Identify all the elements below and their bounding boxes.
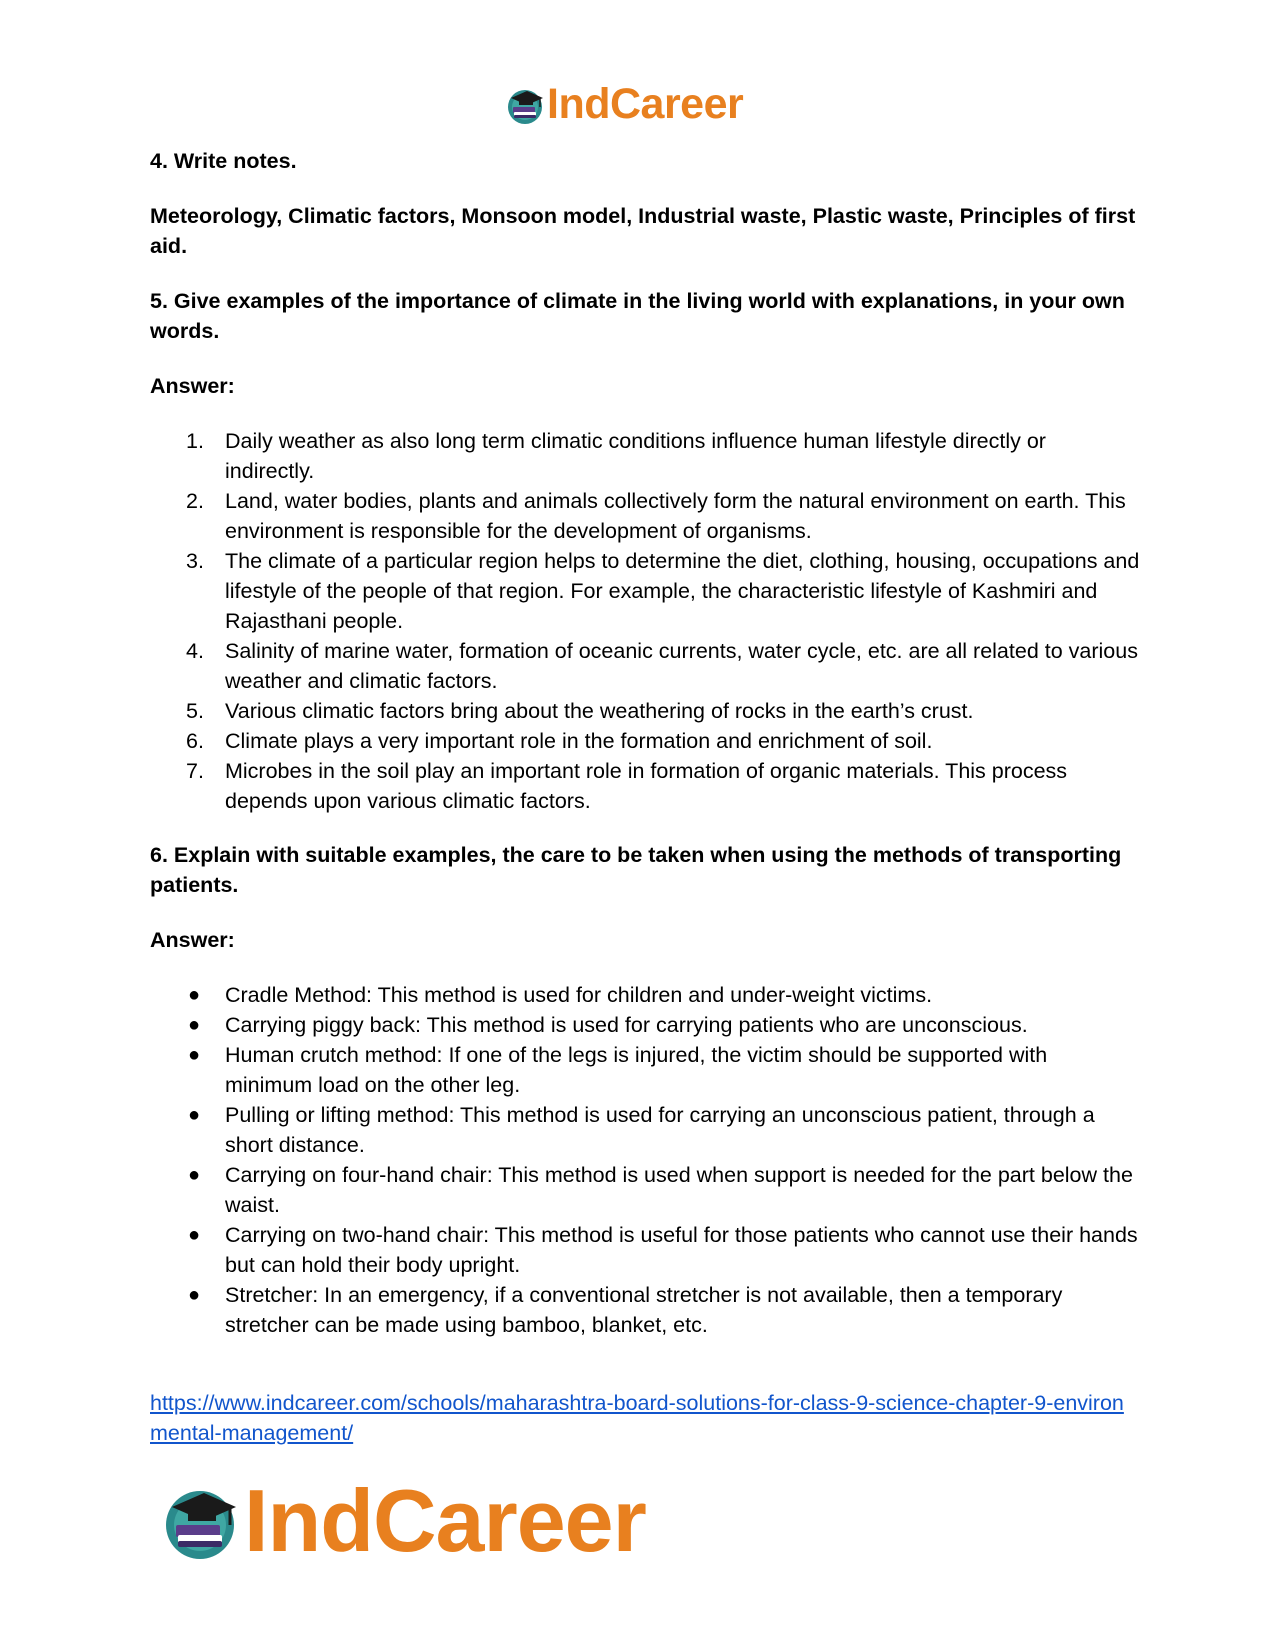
answer-label: Answer: <box>150 374 235 398</box>
numbered-list <box>150 426 1140 816</box>
question-4-heading: 4. Write notes. <box>150 149 297 173</box>
list-item-text: Microbes in the soil play an important role in formation of organic materials. This process depends upon various climatic factors. <box>225 759 1068 813</box>
list-item <box>150 486 1140 546</box>
header-logo <box>505 80 743 129</box>
list-item <box>150 1280 1140 1340</box>
list-item <box>150 426 1140 486</box>
bullet-icon: ● <box>188 984 201 1006</box>
document-content <box>150 146 1140 1448</box>
list-item-text: Pulling or lifting method: This method is used for carrying an unconscious patient, through a short distance. <box>225 1103 1095 1157</box>
list-item-text: Carrying piggy back: This method is used for carrying patients who are unconscious. <box>225 1013 1028 1037</box>
list-number: 1. <box>186 429 204 453</box>
logo-wordmark: IndCareer <box>547 80 744 128</box>
list-item-text: Human crutch method: If one of the legs is injured, the victim should be supported with minimum load on the other leg. <box>225 1043 1048 1097</box>
list-item <box>150 1220 1140 1280</box>
bullet-icon: ● <box>188 1044 201 1066</box>
question-6-heading: 6. Explain with suitable examples, the care to be taken when using the methods of transporting patients. <box>150 843 1122 897</box>
bullet-icon: ● <box>188 1224 201 1246</box>
list-number: 3. <box>186 549 204 573</box>
list-number: 7. <box>186 759 204 783</box>
answer-label: Answer: <box>150 928 235 952</box>
list-number: 2. <box>186 489 204 513</box>
question-4-body: Meteorology, Climatic factors, Monsoon model, Industrial waste, Plastic waste, Principles of first aid. <box>150 204 1136 258</box>
logo-wordmark: IndCareer <box>244 1471 646 1570</box>
list-item-text: Salinity of marine water, formation of oceanic currents, water cycle, etc. are all related to various weather and climatic factors. <box>225 639 1138 693</box>
list-number: 6. <box>186 729 204 753</box>
graduation-cap-book-globe-icon <box>160 1481 240 1561</box>
list-item <box>150 980 1140 1010</box>
bullet-icon: ● <box>188 1284 201 1306</box>
list-item-text: Land, water bodies, plants and animals collectively form the natural environment on earth. This environment is responsible for the development of organisms. <box>225 489 1126 543</box>
list-number: 5. <box>186 699 204 723</box>
list-item-text: Carrying on four-hand chair: This method is used when support is needed for the part below the waist. <box>225 1163 1133 1217</box>
list-item <box>150 756 1140 816</box>
list-item <box>150 1010 1140 1040</box>
list-item-text: The climate of a particular region helps to determine the diet, clothing, housing, occupations and lifestyle of the people of that region. For example, the characteristic lifestyle of Kashmiri and Rajasthani people. <box>225 549 1140 633</box>
bullet-list <box>150 980 1140 1340</box>
list-item-text: Stretcher: In an emergency, if a conventional stretcher is not available, then a temporary stretcher can be made using bamboo, blanket, etc. <box>225 1283 1063 1337</box>
list-item-text: Daily weather as also long term climatic conditions influence human lifestyle directly or indirectly. <box>225 429 1046 483</box>
bullet-icon: ● <box>188 1104 201 1126</box>
list-item-text: Cradle Method: This method is used for children and under-weight victims. <box>225 983 933 1007</box>
list-number: 4. <box>186 639 204 663</box>
list-item <box>150 1040 1140 1100</box>
list-item <box>150 546 1140 636</box>
list-item <box>150 1160 1140 1220</box>
list-item-text: Various climatic factors bring about the weathering of rocks in the earth’s crust. <box>225 699 974 723</box>
bullet-icon: ● <box>188 1164 201 1186</box>
list-item <box>150 726 1140 756</box>
footer-logo <box>160 1470 646 1572</box>
list-item <box>150 636 1140 696</box>
bullet-icon: ● <box>188 1014 201 1036</box>
question-5-heading: 5. Give examples of the importance of climate in the living world with explanations, in your own words. <box>150 289 1125 343</box>
list-item-text: Climate plays a very important role in the formation and enrichment of soil. <box>225 729 933 753</box>
source-link[interactable]: https://www.indcareer.com/schools/maharashtra-board-solutions-for-class-9-science-chapter-9-environmental-management/ <box>150 1391 1124 1445</box>
list-item-text: Carrying on two-hand chair: This method is useful for those patients who cannot use their hands but can hold their body upright. <box>225 1223 1138 1277</box>
list-item <box>150 1100 1140 1160</box>
graduation-cap-book-globe-icon <box>505 85 545 125</box>
list-item <box>150 696 1140 726</box>
